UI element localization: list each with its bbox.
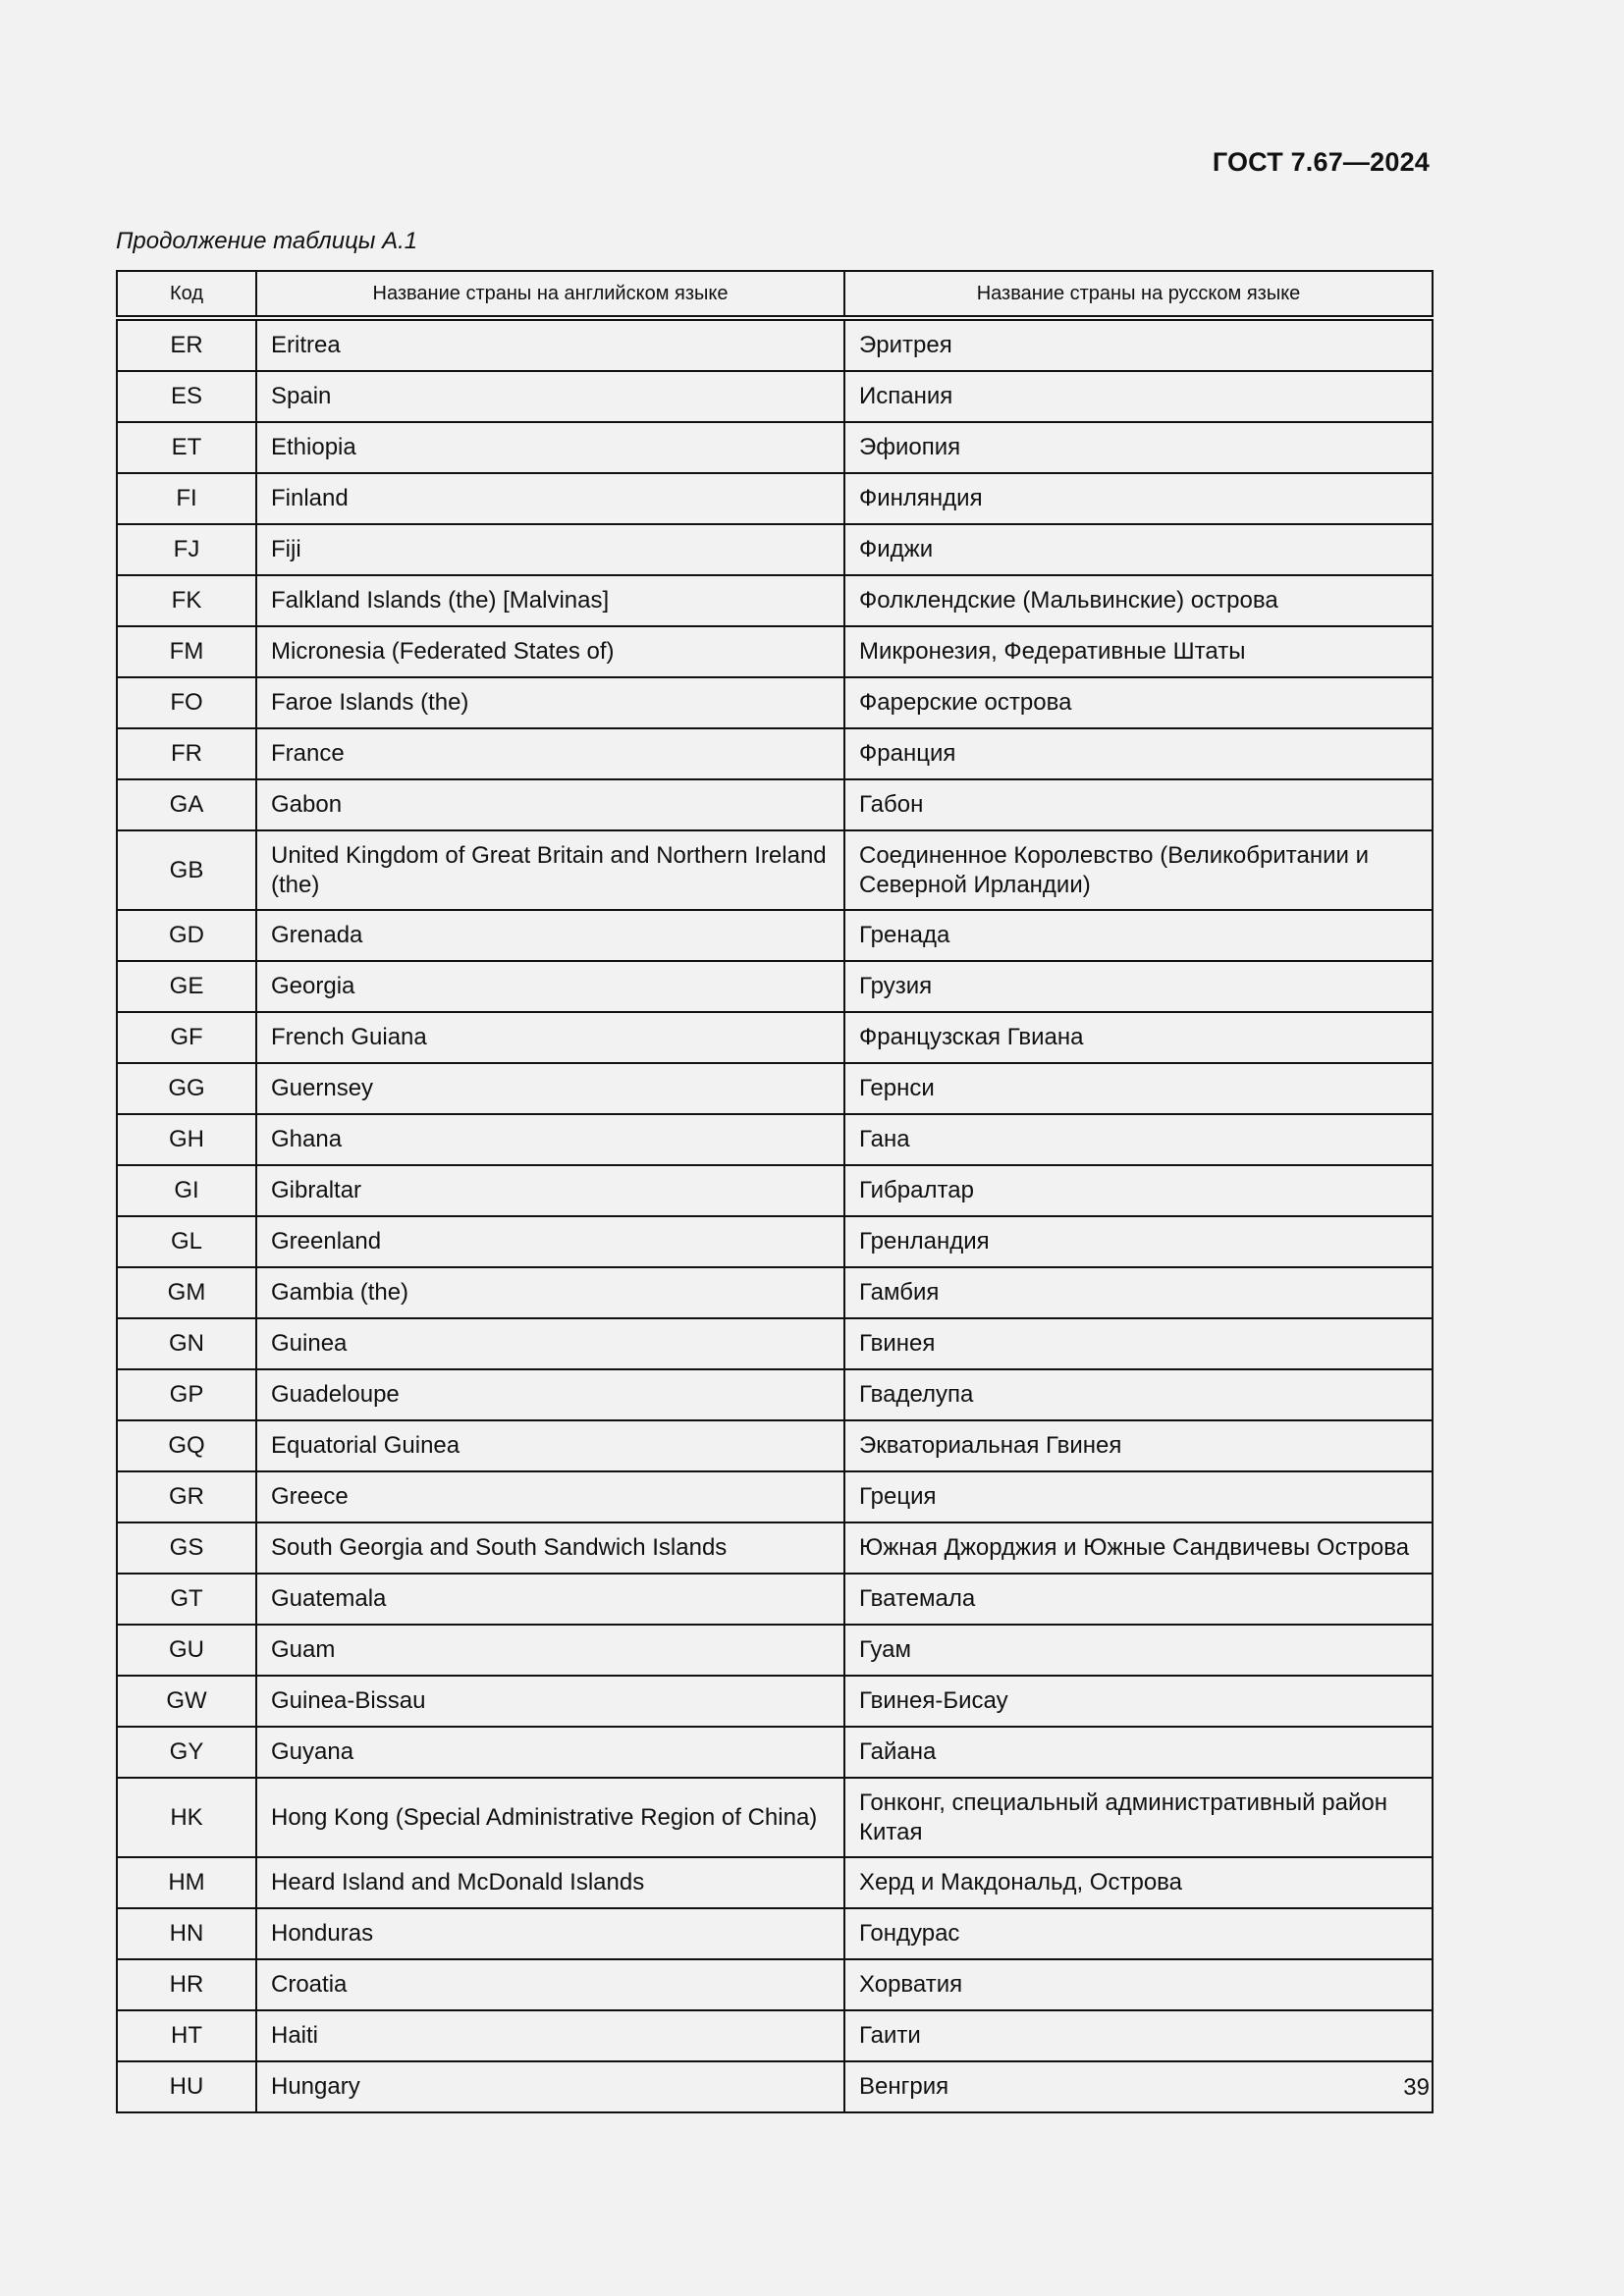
header-row — [117, 271, 1433, 318]
country-name-english-cell: Fiji — [256, 524, 844, 575]
country-name-russian-cell: Франция — [844, 728, 1433, 779]
country-name-russian-cell: Французская Гвиана — [844, 1012, 1433, 1063]
country-name-russian-cell: Венгрия — [844, 2061, 1433, 2112]
country-name-english-cell: Haiti — [256, 2010, 844, 2061]
country-name-russian-cell: Гренландия — [844, 1216, 1433, 1267]
country-name-english-cell: Guam — [256, 1625, 844, 1676]
table-row — [117, 422, 1433, 473]
table-row — [117, 1727, 1433, 1778]
country-name-russian-cell: Гана — [844, 1114, 1433, 1165]
country-name-english-cell: Equatorial Guinea — [256, 1420, 844, 1471]
country-code-cell: GU — [117, 1625, 256, 1676]
country-code-cell: FO — [117, 677, 256, 728]
table-row — [117, 1012, 1433, 1063]
country-name-russian-cell: Гонконг, специальный административный район Китая — [844, 1778, 1433, 1857]
country-name-english-cell: Faroe Islands (the) — [256, 677, 844, 728]
country-name-english-cell: Hungary — [256, 2061, 844, 2112]
country-name-english-cell: Guyana — [256, 1727, 844, 1778]
country-name-english-cell: Spain — [256, 371, 844, 422]
table-row — [117, 524, 1433, 575]
table-row — [117, 1625, 1433, 1676]
country-code-cell: ER — [117, 318, 256, 371]
table-row — [117, 1778, 1433, 1857]
country-name-russian-cell: Соединенное Королевство (Великобритании и Северной Ирландии) — [844, 830, 1433, 910]
table-row — [117, 1908, 1433, 1959]
table-row — [117, 1369, 1433, 1420]
country-name-russian-cell: Гуам — [844, 1625, 1433, 1676]
country-name-english-cell: Hong Kong (Special Administrative Region of China) — [256, 1778, 844, 1857]
country-name-english-cell: Micronesia (Federated States of) — [256, 626, 844, 677]
country-code-cell: GB — [117, 830, 256, 910]
country-name-english-cell: Greece — [256, 1471, 844, 1522]
country-code-cell: FR — [117, 728, 256, 779]
country-name-english-cell: United Kingdom of Great Britain and Northern Ireland (the) — [256, 830, 844, 910]
country-name-english-cell: Guinea-Bissau — [256, 1676, 844, 1727]
column-header-russian-name: Название страны на русском языке — [844, 271, 1433, 318]
country-name-english-cell: French Guiana — [256, 1012, 844, 1063]
country-code-cell: FI — [117, 473, 256, 524]
country-code-cell: GQ — [117, 1420, 256, 1471]
country-code-cell: FM — [117, 626, 256, 677]
table-row — [117, 910, 1433, 961]
country-code-cell: GI — [117, 1165, 256, 1216]
country-name-english-cell: Guernsey — [256, 1063, 844, 1114]
country-code-cell: GT — [117, 1574, 256, 1625]
country-name-russian-cell: Гватемала — [844, 1574, 1433, 1625]
country-code-cell: GH — [117, 1114, 256, 1165]
country-name-russian-cell: Габон — [844, 779, 1433, 830]
country-name-russian-cell: Грузия — [844, 961, 1433, 1012]
country-code-cell: GY — [117, 1727, 256, 1778]
table-header — [117, 271, 1433, 318]
page-number: 39 — [1403, 2074, 1430, 2101]
country-code-cell: GS — [117, 1522, 256, 1574]
country-code-cell: GN — [117, 1318, 256, 1369]
country-code-cell: GW — [117, 1676, 256, 1727]
country-name-english-cell: Guatemala — [256, 1574, 844, 1625]
country-code-cell: FJ — [117, 524, 256, 575]
country-name-english-cell: Falkland Islands (the) [Malvinas] — [256, 575, 844, 626]
country-name-english-cell: Eritrea — [256, 318, 844, 371]
country-name-russian-cell: Микронезия, Федеративные Штаты — [844, 626, 1433, 677]
country-code-cell: HM — [117, 1857, 256, 1908]
table-row — [117, 1216, 1433, 1267]
country-code-cell: GD — [117, 910, 256, 961]
country-name-english-cell: Greenland — [256, 1216, 844, 1267]
table-row — [117, 961, 1433, 1012]
country-code-cell: ET — [117, 422, 256, 473]
country-name-russian-cell: Южная Джорджия и Южные Сандвичевы Острова — [844, 1522, 1433, 1574]
table-row — [117, 1063, 1433, 1114]
table-row — [117, 473, 1433, 524]
country-name-russian-cell: Гернси — [844, 1063, 1433, 1114]
table-row — [117, 779, 1433, 830]
country-name-english-cell: Honduras — [256, 1908, 844, 1959]
country-name-russian-cell: Гвинея-Бисау — [844, 1676, 1433, 1727]
country-code-cell: HN — [117, 1908, 256, 1959]
country-name-english-cell: France — [256, 728, 844, 779]
country-code-cell: ES — [117, 371, 256, 422]
country-name-russian-cell: Хорватия — [844, 1959, 1433, 2010]
country-name-english-cell: Ghana — [256, 1114, 844, 1165]
country-name-english-cell: Finland — [256, 473, 844, 524]
country-name-russian-cell: Херд и Макдональд, Острова — [844, 1857, 1433, 1908]
country-code-cell: GR — [117, 1471, 256, 1522]
country-name-english-cell: Croatia — [256, 1959, 844, 2010]
table-row — [117, 1165, 1433, 1216]
country-name-english-cell: Georgia — [256, 961, 844, 1012]
country-code-cell: FK — [117, 575, 256, 626]
country-name-russian-cell: Гибралтар — [844, 1165, 1433, 1216]
country-name-russian-cell: Фолклендские (Мальвинские) острова — [844, 575, 1433, 626]
country-name-russian-cell: Гаити — [844, 2010, 1433, 2061]
country-code-cell: HT — [117, 2010, 256, 2061]
country-name-russian-cell: Гвинея — [844, 1318, 1433, 1369]
table-row — [117, 1318, 1433, 1369]
country-name-russian-cell: Эритрея — [844, 318, 1433, 371]
country-codes-table — [116, 270, 1434, 2113]
country-name-english-cell: Grenada — [256, 910, 844, 961]
table-row — [117, 830, 1433, 910]
country-code-cell: GL — [117, 1216, 256, 1267]
table-row — [117, 575, 1433, 626]
table-row — [117, 728, 1433, 779]
column-header-english-name: Название страны на английском языке — [256, 271, 844, 318]
table-row — [117, 318, 1433, 371]
country-name-russian-cell: Экваториальная Гвинея — [844, 1420, 1433, 1471]
country-code-cell: GM — [117, 1267, 256, 1318]
country-name-english-cell: Gambia (the) — [256, 1267, 844, 1318]
country-name-russian-cell: Фарерские острова — [844, 677, 1433, 728]
column-header-code: Код — [117, 271, 256, 318]
table-row — [117, 1420, 1433, 1471]
document-code: ГОСТ 7.67—2024 — [1212, 147, 1430, 177]
country-code-cell: GA — [117, 779, 256, 830]
country-name-russian-cell: Финляндия — [844, 473, 1433, 524]
table-row — [117, 1574, 1433, 1625]
table-row — [117, 1959, 1433, 2010]
country-name-russian-cell: Гондурас — [844, 1908, 1433, 1959]
country-code-cell: GP — [117, 1369, 256, 1420]
country-code-cell: GF — [117, 1012, 256, 1063]
country-name-russian-cell: Греция — [844, 1471, 1433, 1522]
table-row — [117, 1471, 1433, 1522]
country-name-english-cell: Guinea — [256, 1318, 844, 1369]
table-row — [117, 371, 1433, 422]
country-name-english-cell: Gabon — [256, 779, 844, 830]
table-row — [117, 1522, 1433, 1574]
country-name-russian-cell: Гваделупа — [844, 1369, 1433, 1420]
country-name-russian-cell: Эфиопия — [844, 422, 1433, 473]
country-code-cell: GE — [117, 961, 256, 1012]
country-code-cell: HK — [117, 1778, 256, 1857]
country-name-russian-cell: Фиджи — [844, 524, 1433, 575]
table-caption: Продолжение таблицы А.1 — [116, 228, 418, 254]
table-row — [117, 1267, 1433, 1318]
table-row — [117, 1114, 1433, 1165]
table-row — [117, 1676, 1433, 1727]
country-name-english-cell: Gibraltar — [256, 1165, 844, 1216]
country-name-russian-cell: Гайана — [844, 1727, 1433, 1778]
country-name-english-cell: South Georgia and South Sandwich Islands — [256, 1522, 844, 1574]
country-name-russian-cell: Гренада — [844, 910, 1433, 961]
table-body — [117, 318, 1433, 2112]
country-name-english-cell: Heard Island and McDonald Islands — [256, 1857, 844, 1908]
country-code-cell: HR — [117, 1959, 256, 2010]
table-row — [117, 677, 1433, 728]
country-name-russian-cell: Испания — [844, 371, 1433, 422]
table-row — [117, 2061, 1433, 2112]
country-code-cell: HU — [117, 2061, 256, 2112]
country-code-cell: GG — [117, 1063, 256, 1114]
country-name-english-cell: Ethiopia — [256, 422, 844, 473]
table-row — [117, 626, 1433, 677]
table-row — [117, 2010, 1433, 2061]
table-row — [117, 1857, 1433, 1908]
country-name-russian-cell: Гамбия — [844, 1267, 1433, 1318]
country-name-english-cell: Guadeloupe — [256, 1369, 844, 1420]
